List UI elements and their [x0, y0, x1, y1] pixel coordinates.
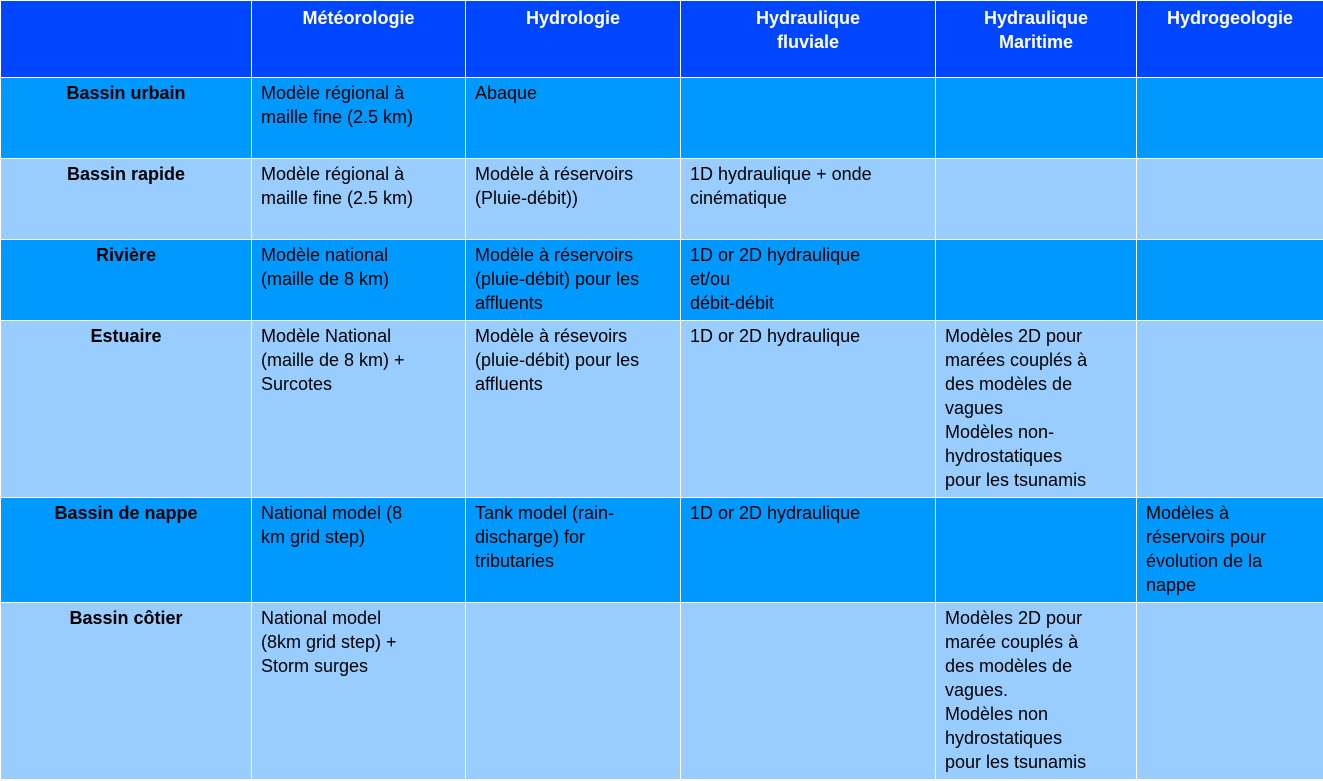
table-cell: Modèle à résevoirs (pluie-débit) pour les affluents [466, 321, 681, 498]
header-row [1, 1, 1323, 78]
header-corner [1, 1, 252, 78]
table-cell: 1D hydraulique + onde cinématique [681, 159, 936, 240]
table-row [1, 603, 1323, 780]
table-cell: Modèle à réservoirs (pluie-débit) pour les affluents [466, 240, 681, 321]
table-cell [466, 603, 681, 780]
table-cell [1137, 240, 1323, 321]
row-label: Bassin côtier [1, 603, 252, 780]
table-cell: Modèle régional à maille fine (2.5 km) [252, 159, 466, 240]
table-cell: 1D or 2D hydraulique et/ou débit-débit [681, 240, 936, 321]
table-cell: Modèles 2D pour marées couplés à des modèles de vagues Modèles non- hydrostatiques pour les tsunamis [936, 321, 1137, 498]
table-cell: 1D or 2D hydraulique [681, 321, 936, 498]
table-cell [681, 78, 936, 159]
row-label: Bassin de nappe [1, 498, 252, 603]
table-cell: Modèle régional à maille fine (2.5 km) [252, 78, 466, 159]
header-hydrogeologie: Hydrogeologie [1137, 1, 1323, 78]
table-cell: National model (8 km grid step) [252, 498, 466, 603]
table-row [1, 78, 1323, 159]
table-row [1, 159, 1323, 240]
table-row [1, 498, 1323, 603]
table-cell: Tank model (rain- discharge) for tributaries [466, 498, 681, 603]
header-hydraulique-fluviale: Hydraulique fluviale [681, 1, 936, 78]
table-cell [936, 498, 1137, 603]
table-row [1, 321, 1323, 498]
table-cell [1137, 603, 1323, 780]
table-cell: Modèle national (maille de 8 km) [252, 240, 466, 321]
row-label: Bassin urbain [1, 78, 252, 159]
table-cell: Abaque [466, 78, 681, 159]
table-cell: Modèles à réservoirs pour évolution de la nappe [1137, 498, 1323, 603]
header-hydraulique-maritime: Hydraulique Maritime [936, 1, 1137, 78]
row-label: Bassin rapide [1, 159, 252, 240]
table-cell [936, 240, 1137, 321]
row-label: Rivière [1, 240, 252, 321]
table-cell: Modèles 2D pour marée couplés à des modèles de vagues. Modèles non hydrostatiques pour les tsunamis [936, 603, 1137, 780]
table-cell [1137, 321, 1323, 498]
table-cell [936, 159, 1137, 240]
table-cell: Modèle à réservoirs (Pluie-débit)) [466, 159, 681, 240]
table-cell: Modèle National (maille de 8 km) + Surcotes [252, 321, 466, 498]
table-cell [681, 603, 936, 780]
table-cell: National model (8km grid step) + Storm surges [252, 603, 466, 780]
table-cell [936, 78, 1137, 159]
row-label: Estuaire [1, 321, 252, 498]
table-row [1, 240, 1323, 321]
table-cell [1137, 159, 1323, 240]
header-meteorologie: Météorologie [252, 1, 466, 78]
table-cell [1137, 78, 1323, 159]
table-cell: 1D or 2D hydraulique [681, 498, 936, 603]
header-hydrologie: Hydrologie [466, 1, 681, 78]
